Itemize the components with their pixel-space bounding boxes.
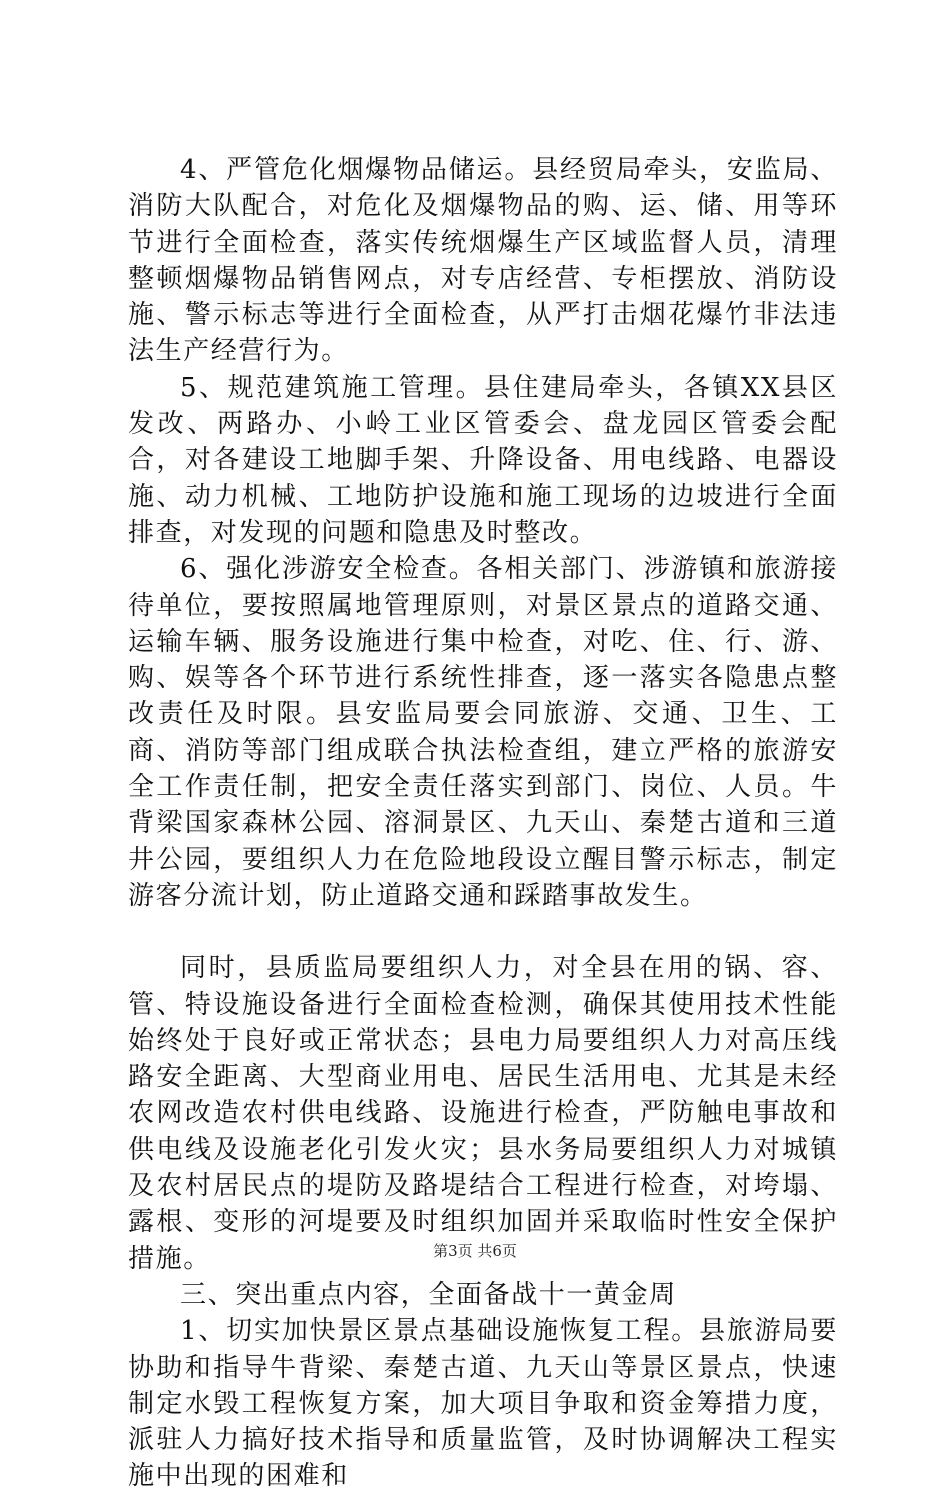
paragraph-tourism-safety: 6、强化涉游安全检查。各相关部门、涉游镇和旅游接待单位，要按照属地管理原则，对景区景点的道路交通、运输车辆、服务设施进行集中检查，对吃、住、行、游、购、娱等各个环节进行系统性排查，逐一落实各隐患点整改责任及时限。县安监局要会同旅游、交通、卫生、工商、消防等部门组成联合执法检查组，建立严格的旅游安全工作责任制，把安全责任落实到部门、岗位、人员。牛背梁国家森林公园、溶洞景区、九天山、秦楚古道和三道井公园，要组织人力在危险地段设立醒目警示标志，制定游客分流计划，防止道路交通和踩踏事故发生。: [128, 554, 838, 911]
paragraph-scenic-infrastructure: 1、切实加快景区景点基础设施恢复工程。县旅游局要协助和指导牛背梁、秦楚古道、九天山等景区景点，快速制定水毁工程恢复方案，加大项目争取和资金筹措力度，派驻人力搞好技术指导和质量监管，及时协调解决工程实施中出现的困难和: [128, 1316, 838, 1492]
paragraph-special-equipment: 同时，县质监局要组织人力，对全县在用的锅、容、管、特设施设备进行全面检查检测，确保其使用技术性能始终处于良好或正常状态；县电力局要组织人力对高压线路安全距离、大型商业用电、居民生活用电、尤其是未经农网改造农村供电线路、设施进行检查，严防触电事故和供电线及设施老化引发火灾；县水务局要组织人力对城镇及农村居民点的堤防及路堤结合工程进行检查，对垮塌、露根、变形的河堤要及时组织加固并采取临时性安全保护措施。: [128, 953, 838, 1274]
paragraph-construction-management: 5、规范建筑施工管理。县住建局牵头，各镇XX县区发改、两路办、小岭工业区管委会、盘龙园区管委会配合，对各建设工地脚手架、升降设备、用电线路、电器设施、动力机械、工地防护设施和施工现场的边坡进行全面排查，对发现的问题和隐患及时整改。: [128, 372, 838, 548]
paragraph-hazardous-fireworks: 4、严管危化烟爆物品储运。县经贸局牵头，安监局、消防大队配合，对危化及烟爆物品的购、运、储、用等环节进行全面检查，落实传统烟爆生产区域监督人员，清理整顿烟爆物品销售网点，对专店经营、专柜摆放、消防设施、警示标志等进行全面检查，从严打击烟花爆竹非法违法生产经营行为。: [128, 155, 838, 367]
document-body: [128, 152, 838, 1495]
section-heading: 三、突出重点内容，全面备战十一黄金周: [180, 1279, 677, 1310]
page-number-footer: 第3页 共6页: [433, 1242, 517, 1260]
